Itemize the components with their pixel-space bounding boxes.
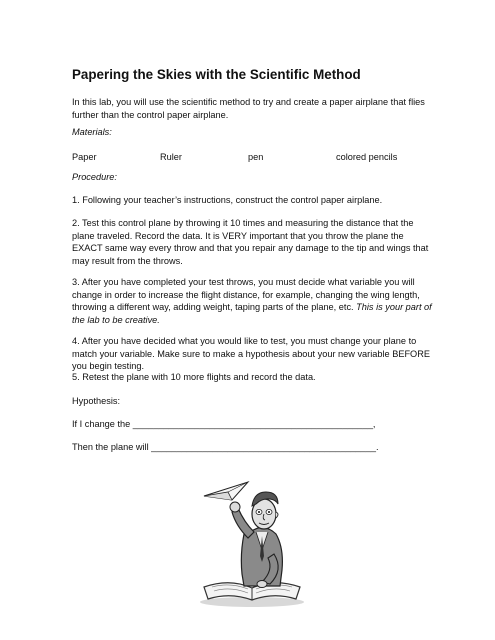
procedure-step-5: 5. Retest the plane with 10 more flights and record the data.: [72, 372, 316, 382]
procedure-heading: Procedure:: [72, 172, 117, 182]
hypothesis-line-1: If I change the _______________________________________________,: [72, 419, 376, 429]
step-3-text: 3. After you have completed your test throws, you must decide what variable you will change in order to increase the flight distance, for example, changing the wing length, throwing a different way, adding weight, taping parts of the plane, etc.: [72, 277, 420, 313]
material-item: pen: [248, 152, 264, 162]
materials-list: [72, 152, 432, 165]
hypothesis-line-2: Then the plane will ____________________________________________.: [72, 442, 379, 452]
procedure-step-3: [72, 276, 432, 326]
materials-heading: Materials:: [72, 127, 112, 137]
material-item: Ruler: [160, 152, 182, 162]
material-item: Paper: [72, 152, 97, 162]
procedure-step-4: 4. After you have decided what you would like to test, you must change your plane to match your variable. Make sure to make a hypothesis about your new variable BEFORE you begin testing.: [72, 336, 430, 372]
intro-paragraph: In this lab, you will use the scientific method to try and create a paper airplane that flies further than the control paper airplane.: [72, 97, 425, 120]
step-3-creative-note: This is your part of the lab to be creative.: [72, 302, 432, 325]
procedure-step-1: 1. Following your teacher’s instructions, construct the control paper airplane.: [72, 195, 383, 205]
man-throwing-paper-airplane-clipart: [192, 474, 312, 609]
hypothesis-heading: Hypothesis:: [72, 396, 121, 406]
procedure-step-2: 2. Test this control plane by throwing it 10 times and measuring the distance that the plane traveled. Record the data. It is VERY important that you throw the plane the EXACT same way every throw and that you repair any damage to the tip and wings that may result from the throws.: [72, 218, 429, 266]
material-item: colored pencils: [336, 152, 398, 162]
page-title: Papering the Skies with the Scientific Method: [72, 67, 361, 82]
